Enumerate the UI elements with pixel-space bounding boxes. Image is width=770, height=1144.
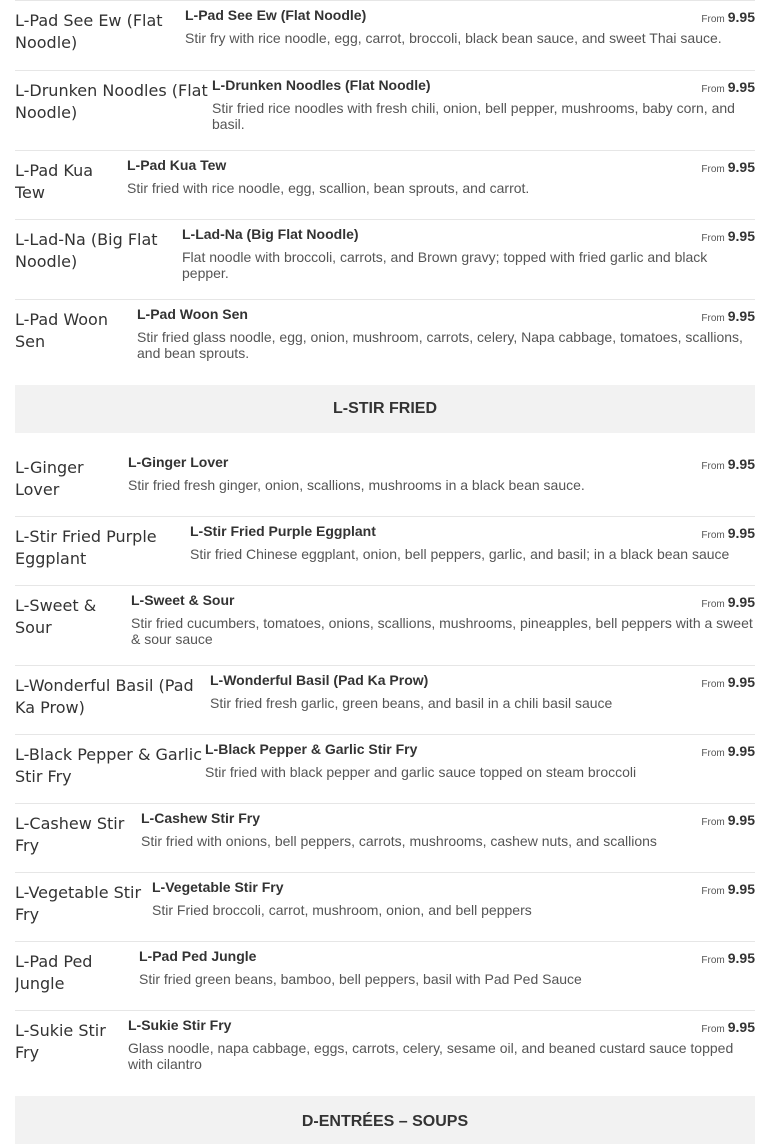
item-price <box>701 812 755 831</box>
item-image[interactable]: L-Drunken Noodles (Flat Noodle) <box>15 81 208 122</box>
menu-item[interactable] <box>15 873 755 942</box>
price-amount: 9.95 <box>727 674 755 690</box>
item-price <box>701 950 755 969</box>
item-description: Stir fried with rice noodle, egg, scallion, bean sprouts, and carrot. <box>127 180 530 196</box>
item-description: Stir fried Chinese eggplant, onion, bell peppers, garlic, and basil; in a black bean sauce <box>190 546 730 562</box>
price-prefix: From <box>701 886 725 897</box>
item-price <box>701 594 755 613</box>
item-image[interactable]: L-Sukie Stir Fry <box>15 1021 106 1062</box>
item-name[interactable]: L-Drunken Noodles (Flat Noodle) <box>212 77 431 93</box>
menu-item[interactable] <box>15 448 755 517</box>
price-prefix: From <box>701 164 725 175</box>
item-name[interactable]: L-Wonderful Basil (Pad Ka Prow) <box>210 672 429 688</box>
section-header-entrees-soups: D-ENTRÉES – SOUPS <box>15 1096 755 1144</box>
price-prefix: From <box>701 599 725 610</box>
item-info <box>152 873 755 941</box>
price-amount: 9.95 <box>727 950 755 966</box>
item-image[interactable]: L-Sweet & Sour <box>15 596 97 637</box>
item-description: Stir fry with rice noodle, egg, carrot, broccoli, black bean sauce, and sweet Thai sauce. <box>185 30 722 46</box>
item-description: Stir fried with black pepper and garlic sauce topped on steam broccoli <box>205 764 637 780</box>
item-image[interactable]: L-Pad Ped Jungle <box>15 952 93 993</box>
item-price <box>701 228 755 247</box>
menu-list <box>15 0 755 1144</box>
price-prefix: From <box>701 313 725 324</box>
item-description: Stir fried fresh garlic, green beans, and basil in a chili basil sauce <box>210 695 613 711</box>
price-prefix: From <box>701 679 725 690</box>
item-info <box>137 300 755 370</box>
price-amount: 9.95 <box>727 812 755 828</box>
item-name[interactable]: L-Pad Woon Sen <box>137 306 248 322</box>
item-price <box>701 525 755 544</box>
item-info <box>182 220 755 299</box>
menu-item[interactable] <box>15 586 755 666</box>
item-info <box>141 804 755 872</box>
item-description: Stir fried rice noodles with fresh chili, onion, bell pepper, mushrooms, baby corn, and basil. <box>212 100 735 132</box>
item-description: Glass noodle, napa cabbage, eggs, carrots, celery, sesame oil, and beaned custard sauce topped with cilantro <box>128 1040 734 1072</box>
price-prefix: From <box>701 14 725 25</box>
item-image[interactable]: L-Pad Woon Sen <box>15 310 108 351</box>
item-name[interactable]: L-Pad Kua Tew <box>127 157 227 173</box>
item-description: Stir Fried broccoli, carrot, mushroom, onion, and bell peppers <box>152 902 532 918</box>
item-name[interactable]: L-Pad Ped Jungle <box>139 948 257 964</box>
item-info <box>128 1011 755 1081</box>
item-image[interactable]: L-Cashew Stir Fry <box>15 814 125 855</box>
item-image[interactable]: L-Black Pepper & Garlic Stir Fry <box>15 745 202 786</box>
item-description: Stir fried with onions, bell peppers, carrots, mushrooms, cashew nuts, and scallions <box>141 833 657 849</box>
item-image[interactable]: L-Lad-Na (Big Flat Noodle) <box>15 230 158 271</box>
item-image[interactable]: L-Stir Fried Purple Eggplant <box>15 527 157 568</box>
item-info <box>185 1 755 70</box>
item-info <box>210 666 755 734</box>
price-amount: 9.95 <box>727 456 755 472</box>
price-prefix: From <box>701 955 725 966</box>
menu-item[interactable] <box>15 666 755 735</box>
price-amount: 9.95 <box>727 594 755 610</box>
menu-item[interactable] <box>15 71 755 151</box>
item-name[interactable]: L-Black Pepper & Garlic Stir Fry <box>205 741 418 757</box>
item-info <box>127 151 755 219</box>
price-prefix: From <box>701 233 725 244</box>
item-price <box>701 9 755 28</box>
price-amount: 9.95 <box>727 79 755 95</box>
item-description: Stir fried fresh ginger, onion, scallions, mushrooms in a black bean sauce. <box>128 477 585 493</box>
item-info <box>139 942 755 1010</box>
menu-item[interactable] <box>15 517 755 586</box>
menu-item[interactable] <box>15 1011 755 1081</box>
menu-item[interactable] <box>15 804 755 873</box>
menu-item[interactable] <box>15 151 755 220</box>
price-prefix: From <box>701 461 725 472</box>
item-name[interactable]: L-Pad See Ew (Flat Noodle) <box>185 7 367 23</box>
item-price <box>701 674 755 693</box>
item-description: Stir fried glass noodle, egg, onion, mushroom, carrots, celery, Napa cabbage, tomatoes, scallions, and bean sprouts. <box>137 329 743 361</box>
item-description: Flat noodle with broccoli, carrots, and Brown gravy; topped with fried garlic and black pepper. <box>182 249 708 281</box>
item-name[interactable]: L-Ginger Lover <box>128 454 229 470</box>
price-prefix: From <box>701 1024 725 1035</box>
item-description: Stir fried green beans, bamboo, bell peppers, basil with Pad Ped Sauce <box>139 971 582 987</box>
section-header-stir-fried: L-STIR FRIED <box>15 385 755 433</box>
price-amount: 9.95 <box>727 525 755 541</box>
menu-item[interactable] <box>15 0 755 71</box>
menu-item[interactable] <box>15 300 755 370</box>
item-info <box>212 71 755 150</box>
item-name[interactable]: L-Cashew Stir Fry <box>141 810 261 826</box>
item-price <box>701 159 755 178</box>
item-name[interactable]: L-Stir Fried Purple Eggplant <box>190 523 376 539</box>
menu-item[interactable] <box>15 735 755 804</box>
price-prefix: From <box>701 530 725 541</box>
item-price <box>701 1019 755 1038</box>
item-name[interactable]: L-Vegetable Stir Fry <box>152 879 284 895</box>
item-info <box>205 735 755 803</box>
item-info <box>190 517 755 585</box>
price-amount: 9.95 <box>727 881 755 897</box>
price-amount: 9.95 <box>727 308 755 324</box>
price-amount: 9.95 <box>727 159 755 175</box>
menu-item[interactable] <box>15 220 755 300</box>
item-info <box>128 448 755 516</box>
item-description: Stir fried cucumbers, tomatoes, onions, scallions, mushrooms, pineapples, bell peppers with a sweet & sour sauce <box>131 615 753 647</box>
price-amount: 9.95 <box>727 9 755 25</box>
item-name[interactable]: L-Lad-Na (Big Flat Noodle) <box>182 226 359 242</box>
item-image[interactable]: L-Wonderful Basil (Pad Ka Prow) <box>15 676 194 717</box>
item-name[interactable]: L-Sukie Stir Fry <box>128 1017 232 1033</box>
item-price <box>701 79 755 98</box>
price-amount: 9.95 <box>727 1019 755 1035</box>
price-amount: 9.95 <box>727 743 755 759</box>
item-price <box>701 456 755 475</box>
item-image[interactable]: L-Pad Kua Tew <box>15 161 94 202</box>
item-price <box>701 743 755 762</box>
item-price <box>701 881 755 900</box>
menu-item[interactable] <box>15 942 755 1011</box>
item-name[interactable]: L-Sweet & Sour <box>131 592 235 608</box>
item-image[interactable]: L-Vegetable Stir Fry <box>15 883 142 924</box>
item-image[interactable]: L-Ginger Lover <box>15 458 84 499</box>
item-info <box>131 586 755 665</box>
price-prefix: From <box>701 84 725 95</box>
price-prefix: From <box>701 748 725 759</box>
price-prefix: From <box>701 817 725 828</box>
item-image[interactable]: L-Pad See Ew (Flat Noodle) <box>15 11 163 52</box>
item-price <box>701 308 755 327</box>
price-amount: 9.95 <box>727 228 755 244</box>
